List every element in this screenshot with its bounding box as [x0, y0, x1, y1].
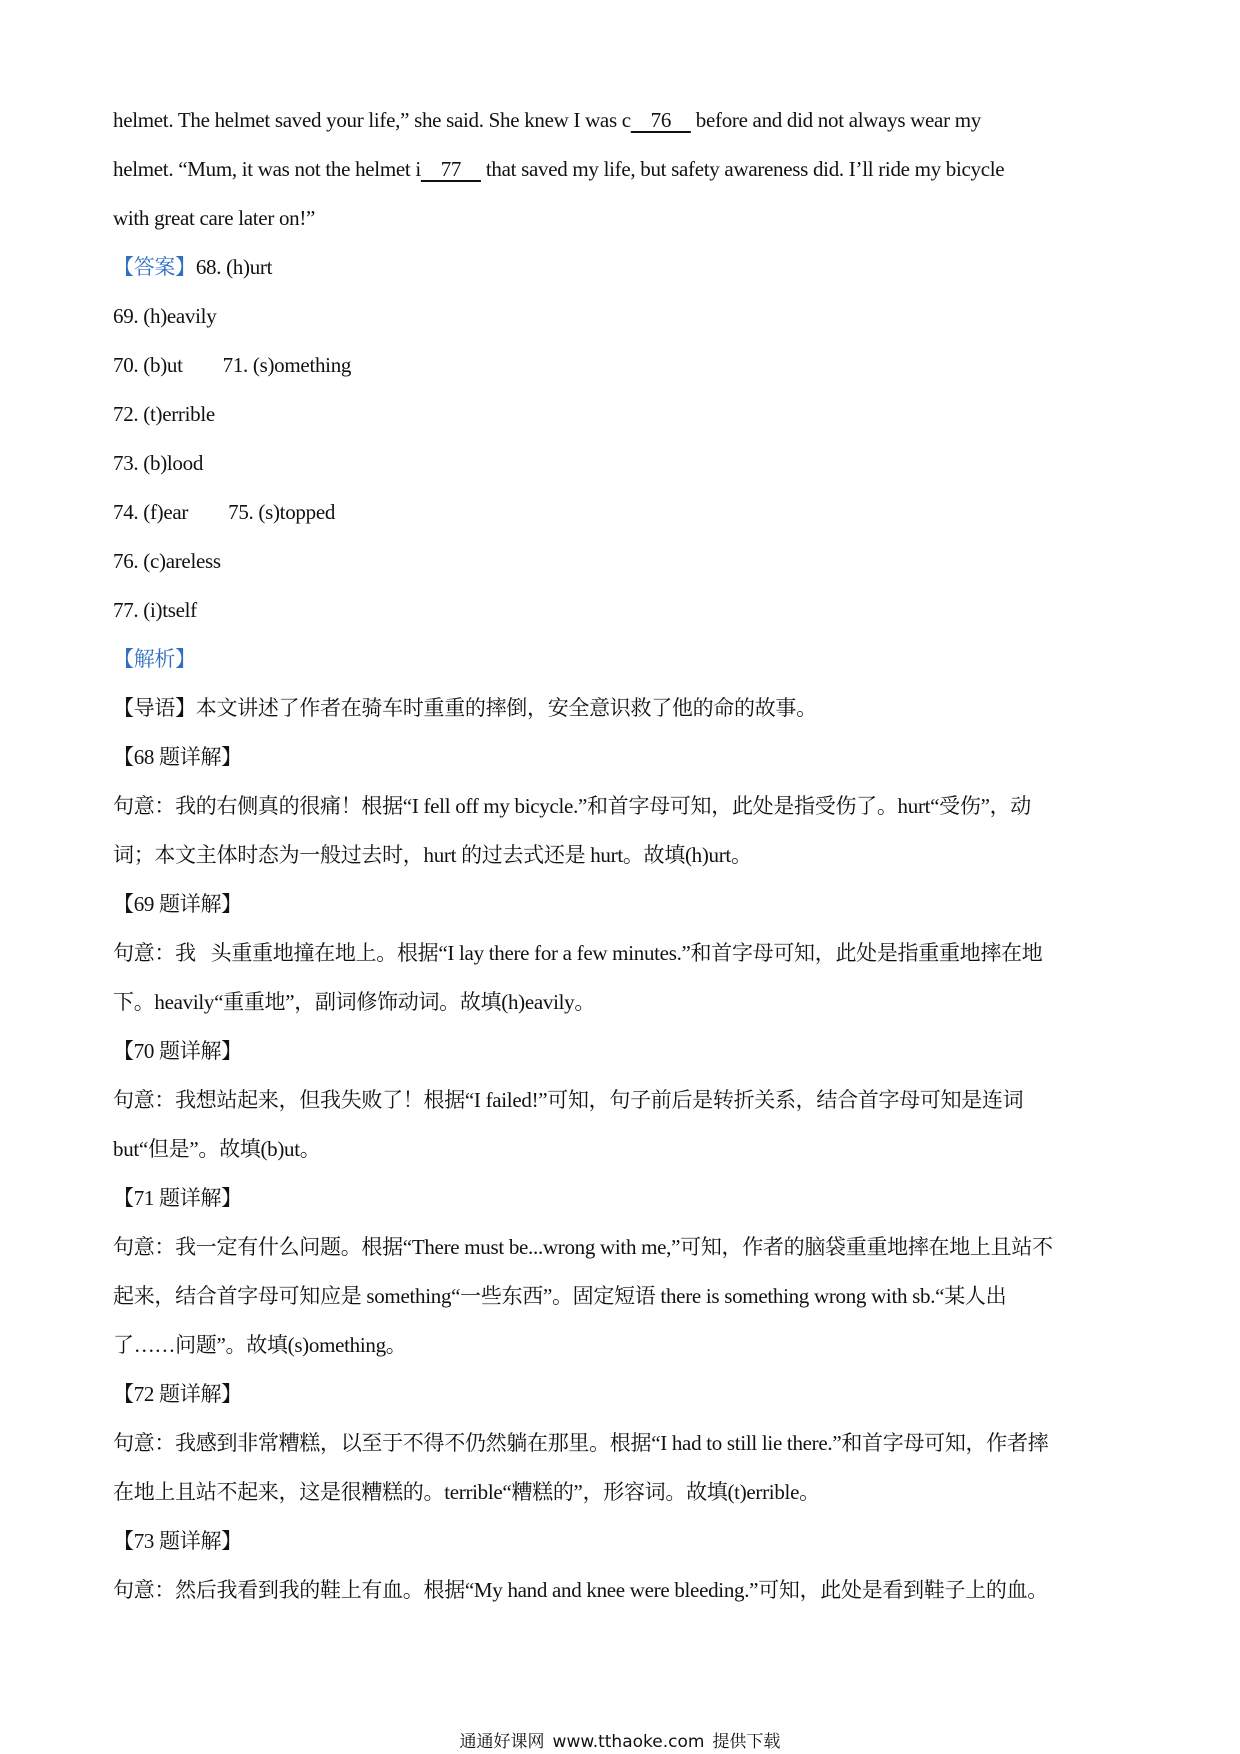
detail-70-line-2: but“但是”。故填(b)ut。: [113, 1137, 321, 1161]
detail-70-line-1: 句意：我想站起来，但我失败了！根据“I failed!”可知，句子前后是转折关系，结合首字母可知是连词: [113, 1088, 1024, 1112]
detail-71-line-3: 了……问题”。故填(s)omething。: [113, 1333, 407, 1357]
heading-70: 【70 题详解】: [113, 1039, 242, 1063]
analysis-intro: 【导语】本文讲述了作者在骑车时重重的摔倒，安全意识救了他的命的故事。: [113, 696, 817, 720]
answer-70: 70. (b)ut: [113, 353, 183, 377]
analysis-tag: 【解析】: [113, 647, 196, 671]
footer-url[interactable]: www.tthaoke.com: [552, 1732, 705, 1752]
detail-69-line-2: 下。heavily“重重地”，副词修饰动词。故填(h)eavily。: [113, 990, 596, 1014]
detail-71-line-2: 起来，结合首字母可知应是 something“一些东西”。固定短语 there is something wrong with sb.“某人出: [113, 1284, 1007, 1308]
detail-72-line-2: 在地上且站不起来，这是很糟糕的。terrible“糟糕的”，形容词。故填(t)errible。: [113, 1480, 820, 1504]
heading-71: 【71 题详解】: [113, 1186, 242, 1210]
footer-action: 提供下载: [712, 1732, 781, 1752]
footer-site-name: 通通好课网: [459, 1732, 545, 1752]
answer-69: 69. (h)eavily: [113, 304, 217, 328]
detail-71-line-1: 句意：我一定有什么问题。根据“There must be...wrong with me,”可知，作者的脑袋重重地摔在地上且站不: [113, 1235, 1053, 1259]
answer-73: 73. (b)lood: [113, 451, 204, 475]
heading-73: 【73 题详解】: [113, 1529, 242, 1553]
detail-69-line-1: 句意：我 头重重地撞在地上。根据“I lay there for a few minutes.”和首字母可知，此处是指重重地摔在地: [113, 941, 1043, 965]
heading-68: 【68 题详解】: [113, 745, 242, 769]
answer-tag: 【答案】: [113, 255, 196, 279]
answer-76: 76. (c)areless: [113, 549, 221, 573]
answer-75: 75. (s)topped: [228, 500, 336, 524]
answer-line-74-75: [113, 488, 1133, 537]
detail-72-line-1: 句意：我感到非常糟糕，以至于不得不仍然躺在那里。根据“I had to still lie there.”和首字母可知，作者摔: [113, 1431, 1049, 1455]
passage-line-3: with great care later on!”: [113, 206, 316, 230]
answer-71: 71. (s)omething: [222, 353, 352, 377]
detail-68-line-2: 词；本文主体时态为一般过去时，hurt 的过去式还是 hurt。故填(h)urt。: [113, 843, 752, 867]
blank-77: 77: [420, 157, 481, 181]
answer-line-70-71: [113, 341, 1133, 390]
page-footer: [0, 1727, 1240, 1752]
answer-72: 72. (t)errible: [113, 402, 215, 426]
heading-72: 【72 题详解】: [113, 1382, 242, 1406]
heading-69: 【69 题详解】: [113, 892, 242, 916]
detail-73-line-1: 句意：然后我看到我的鞋上有血。根据“My hand and knee were bleeding.”可知，此处是看到鞋子上的血。: [113, 1578, 1049, 1602]
answer-77: 77. (i)tself: [113, 598, 197, 622]
document-page: [113, 96, 1133, 1615]
answer-74: 74. (f)ear: [113, 500, 189, 524]
passage-line-2: helmet. “Mum, it was not the helmet i 77 that saved my life, but safety awareness did. I’ll ride my bicycle: [113, 145, 1133, 194]
detail-68-line-1: 句意：我的右侧真的很痛！根据“I fell off my bicycle.”和首字母可知，此处是指受伤了。hurt“受伤”，动: [113, 794, 1032, 818]
passage-line-1: helmet. The helmet saved your life,” she said. She knew I was c 76 before and did not always wear my: [113, 96, 1133, 145]
blank-76: 76: [630, 108, 691, 132]
answer-line-68: 【答案】68. (h)urt: [113, 255, 273, 279]
